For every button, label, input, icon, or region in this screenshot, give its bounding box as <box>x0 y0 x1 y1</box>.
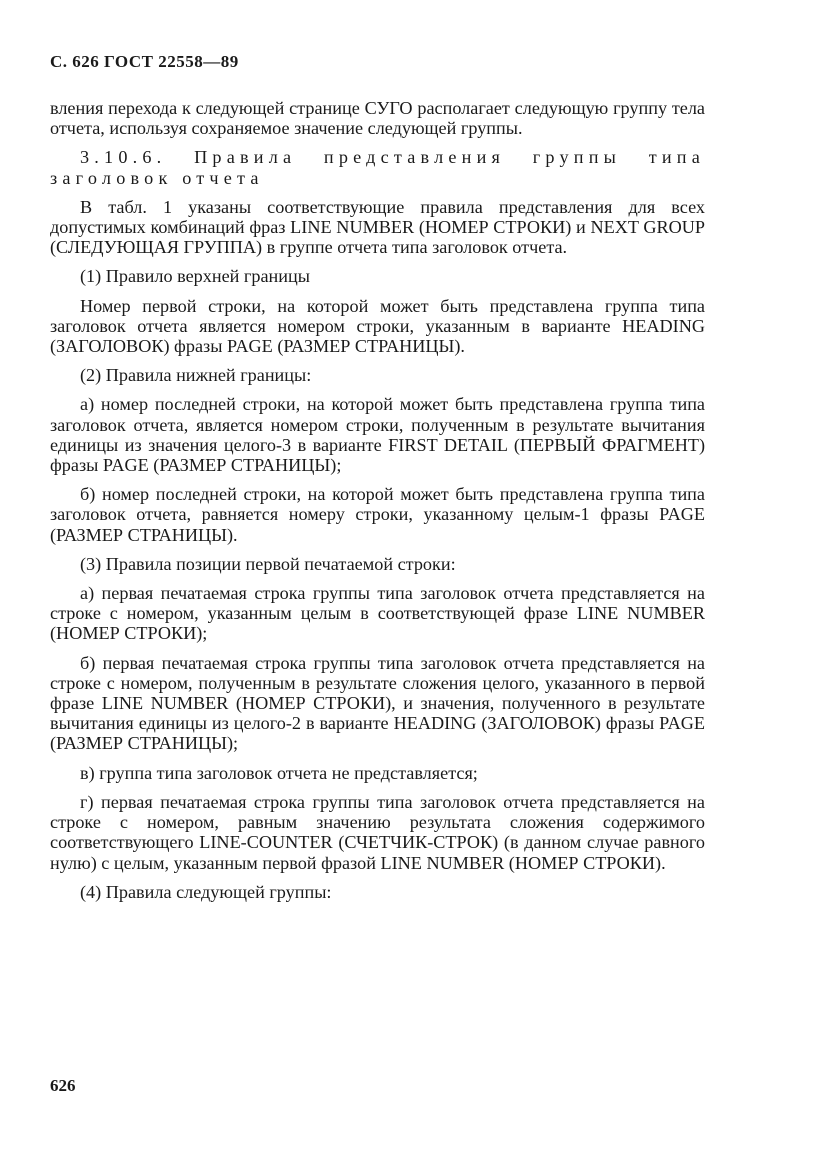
page-number: 626 <box>50 1076 76 1095</box>
paragraph-continuation: вления перехода к следующей странице СУГО располагает следующую группу тела отчета, используя сохраняемое значение следующей группы. <box>50 98 705 139</box>
rule1-text: Номер первой строки, на которой может быть представлена группа типа заголовок отчета является номером строки, указанным в варианте HEADING (ЗАГОЛОВОК) фразы PAGE (РАЗМЕР СТРАНИЦЫ). <box>50 295 705 357</box>
section-heading: 3.10.6. Правила представления группы типа заголовок отчета <box>50 147 705 188</box>
rule1-title: (1) Правило верхней границы <box>80 266 310 287</box>
rule3-item-g: г) первая печатаемая строка группы типа заголовок отчета представляется на строке с номером, равным значению результата сложения содержимого соответствующего LINE-COUNTER (СЧЕТЧИК-СТРОК) (в данном случае равного нулю) с целым, указанным первой фразой LINE NUMBER (НОМЕР СТРОКИ). <box>50 791 705 873</box>
rule2-item-b: б) номер последней строки, на которой может быть представлена группа типа заголовок отчета, равняется номеру строки, указанному целым-1 фразы PAGE (РАЗМЕР СТРАНИЦЫ). <box>50 484 705 545</box>
rule4-title: (4) Правила следующей группы: <box>80 881 332 902</box>
rule3-title: (3) Правила позиции первой печатаемой строки: <box>80 553 456 574</box>
running-head: С. 626 ГОСТ 22558—89 <box>50 52 239 71</box>
rule3-item-a: а) первая печатаемая строка группы типа заголовок отчета представляется на строке с номером, указанным целым в соответствующей фразе LINE NUMBER (НОМЕР СТРОКИ); <box>50 583 705 644</box>
rule2-item-a: а) номер последней строки, на которой может быть представлена группа типа заголовок отчета, является номером строки, полученным в результате вычитания единицы из значения целого-3 в варианте FIRST DETAIL (ПЕРВЫЙ ФРАГМЕНТ) фразы PAGE (РАЗМЕР СТРАНИЦЫ); <box>50 394 705 476</box>
rule3-item-b: б) первая печатаемая строка группы типа заголовок отчета представляется на строке с номером, полученным в результате сложения целого, указанного в первой фразе LINE NUMBER (НОМЕР СТРОКИ), и значения, полученного в результате вычитания единицы из целого-2 в варианте HEADING (ЗАГОЛОВОК) фразы PAGE (РАЗМЕР СТРАНИЦЫ); <box>50 652 705 754</box>
rule2-title: (2) Правила нижней границы: <box>80 365 312 386</box>
paragraph-table-reference: В табл. 1 указаны соответствующие правила представления для всех допустимых комбинаций фраз LINE NUMBER (НОМЕР СТРОКИ) и NEXT GROUP (СЛЕДУЮЩАЯ ГРУППА) в группе отчета типа заголовок отчета. <box>50 196 705 258</box>
document-body <box>50 98 705 911</box>
rule3-item-v: в) группа типа заголовок отчета не представляется; <box>80 762 478 783</box>
